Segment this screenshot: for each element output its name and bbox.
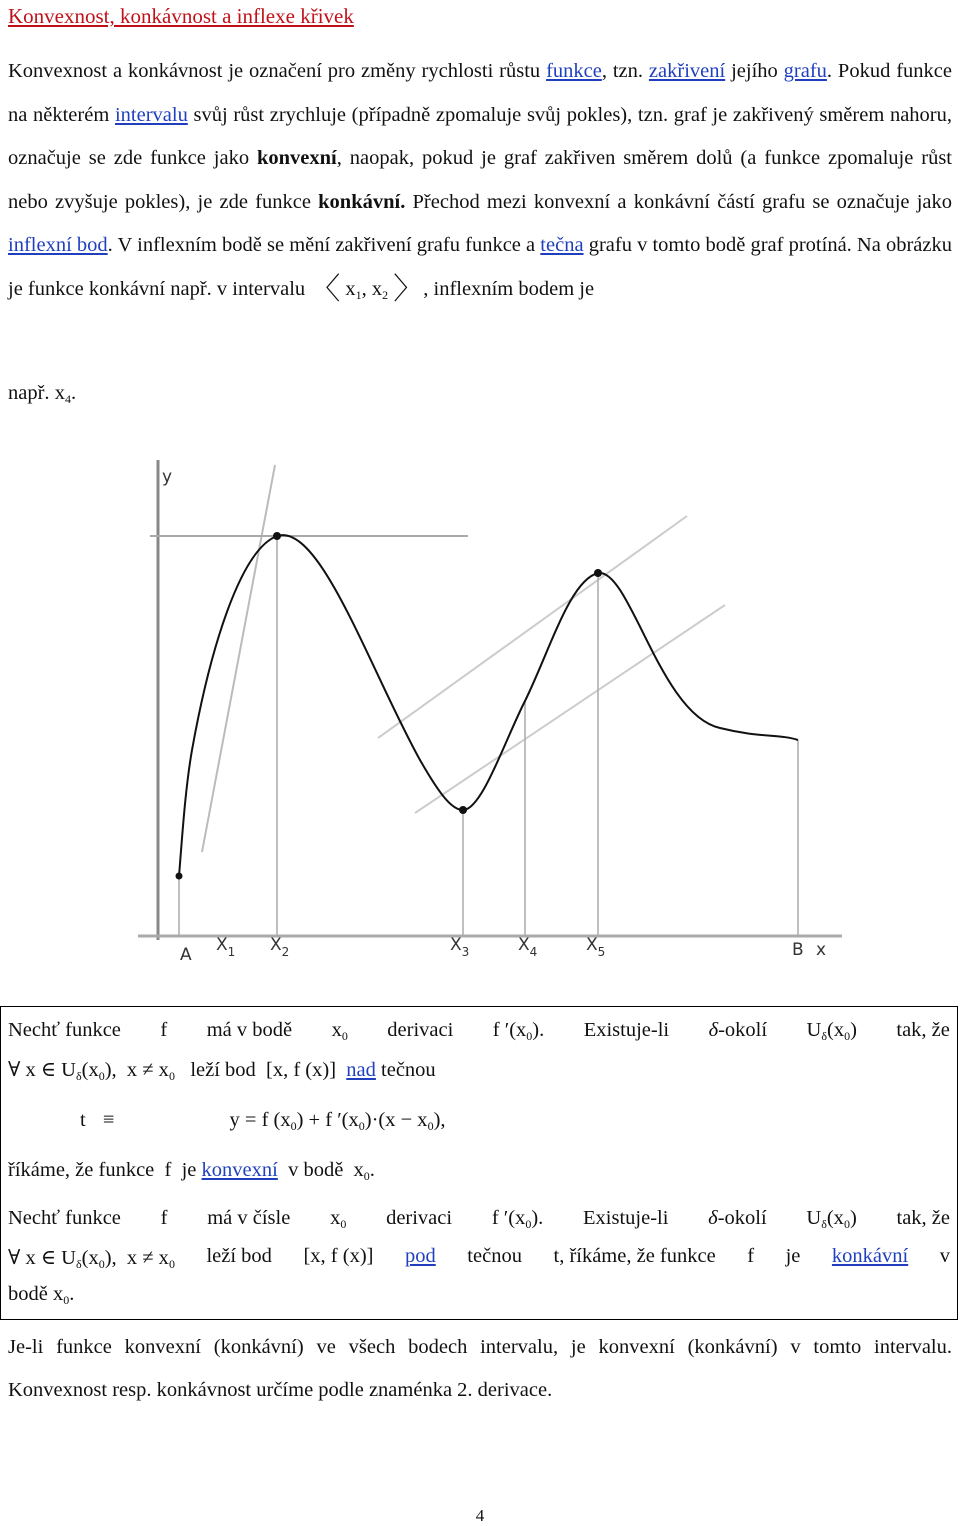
link-zakriveni[interactable]: zakřivení: [648, 60, 726, 82]
interval-x1-x2: 〈 $x_1$, $x_2$ 〉: [310, 272, 424, 306]
link-funkce[interactable]: funkce: [546, 60, 602, 82]
def-line-7: bodě $x_0$.: [8, 1283, 75, 1307]
tick-label-x4: $X_4$: [518, 935, 538, 959]
tick-label-x3: $X_3$: [450, 935, 470, 959]
point-x3-min: [459, 806, 467, 814]
y-axis-label: y: [162, 467, 173, 487]
def-line-6: ∀ x ∈ $U_\delta(x_0)$, $x \ne x_0$ leží bod [x, f (x)] pod tečnou t, říkáme, že funkce f je konkávní v: [8, 1245, 950, 1271]
def-line-1: Nechť funkce f má v bodě $x_0$ derivaci f $'(x_0)$. Existuje-li δ-okolí $U_\delta(x_0)$ tak, že: [8, 1019, 950, 1043]
link-nad[interactable]: nad: [346, 1059, 376, 1081]
function-graph-figure: [130, 450, 850, 970]
link-inflexni-bod[interactable]: inflexní bod: [8, 234, 108, 256]
x-axis-label: x: [816, 940, 827, 960]
link-tecna[interactable]: tečna: [540, 234, 584, 256]
page-title[interactable]: Konvexnost, konkávnost a inflexe křivek: [8, 4, 354, 28]
inflection-x4: $x_4$: [54, 382, 71, 406]
tick-label-b: B: [792, 940, 804, 960]
tick-label-x5: $X_5$: [586, 935, 606, 959]
link-grafu[interactable]: grafu: [783, 60, 827, 82]
intro-end: např. $x_4$.: [8, 382, 77, 406]
closing-paragraph: Je-li funkce konvexní (konkávní) ve všech bodech intervalu, je konvexní (konkávní) v tomto intervalu. Konvexnost resp. konkávnost určíme podle znaménka 2. derivace.: [8, 1336, 952, 1401]
point-x5-max: [594, 569, 602, 577]
def-line-3-tangent-equation: t ≡ y = f $(x_0) + f$ $'(x_0)\cdot(x - x_0)$,: [80, 1109, 446, 1133]
tick-label-x1: $X_1$: [216, 935, 236, 959]
tick-label-a: A: [180, 945, 192, 965]
def-line-5: Nechť funkce f má v čísle $x_0$ derivaci f $'(x_0)$. Existuje-li δ-okolí $U_\delta(x_0)$ tak, že: [8, 1207, 950, 1231]
term-konvexni: konvexní: [257, 147, 337, 169]
link-konkavni[interactable]: konkávní: [831, 1245, 909, 1267]
page-number: 4: [475, 1506, 485, 1525]
definition-box: [0, 1006, 958, 1320]
link-intervalu[interactable]: intervalu: [114, 103, 188, 126]
point-x2-max: [273, 532, 281, 540]
function-curve: [179, 535, 798, 876]
def-line-4: říkáme, že funkce f je konvexní v bodě $x_0$.: [8, 1159, 375, 1183]
def-line-2: ∀ x ∈ $U_\delta(x_0)$, $x \ne x_0$ leží bod [x, f (x)] nad tečnou: [8, 1059, 436, 1083]
link-pod[interactable]: pod: [405, 1245, 436, 1267]
point-a: [176, 873, 183, 880]
term-konkavni: konkávní.: [318, 190, 406, 213]
tangent-line-lower: [415, 605, 725, 813]
tick-label-x2: $X_2$: [270, 935, 290, 959]
intro-paragraph: Konvexnost a konkávnost je označení pro změny rychlosti růstu funkce, tzn. zakřivení jejího grafu. Pokud funkce na některém intervalu svůj růst zrychluje (případně zpomaluje svůj pokles), tzn. graf je zakřivený směrem nahoru, označuje se zde funkce jako konvexní, naopak, pokud je graf zakřiven směrem dolů (a funkce zpomaluje růst nebo zvyšuje pokles), je zde funkce konkávní. Přechod mezi konvexní a konkávní částí grafu se označuje jako inflexní bod. V inflexním bodě se mění zakřivení grafu funkce a tečna grafu v tomto bodě graf protíná. Na obrázku je funkce konkávní např. v intervalu 〈 $x_1$, $x_2$ 〉, inflexním bodem je: [8, 60, 953, 306]
link-konvexni[interactable]: konvexní: [201, 1159, 278, 1181]
